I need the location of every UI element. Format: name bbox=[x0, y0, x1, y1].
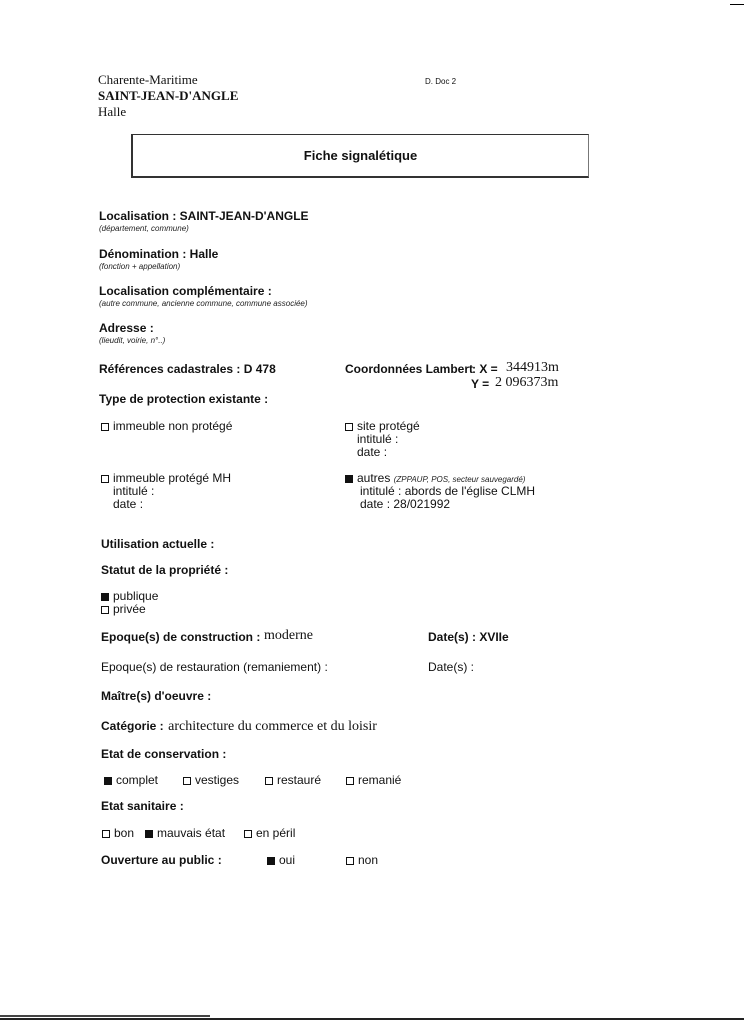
peril-text: en péril bbox=[256, 826, 296, 840]
utilisation-label: Utilisation actuelle : bbox=[101, 537, 215, 551]
mh-intitule: intitulé : bbox=[113, 484, 155, 498]
conservation-restaure bbox=[265, 773, 321, 787]
checkbox-privee[interactable] bbox=[101, 606, 109, 614]
ouverture-non bbox=[346, 853, 378, 867]
page-title: Fiche signalétique bbox=[303, 148, 418, 163]
lambert-y-value: 2 096373m bbox=[495, 375, 559, 390]
categorie-value: architecture du commerce et du loisir bbox=[168, 719, 377, 734]
mauvais-text: mauvais état bbox=[157, 826, 226, 840]
conservation-vestiges bbox=[183, 773, 239, 787]
bottom-rule bbox=[0, 1018, 744, 1020]
adresse-hint: (lieudit, voirie, n°..) bbox=[99, 336, 166, 345]
protection-non-protege bbox=[101, 419, 232, 433]
publique-text: publique bbox=[113, 589, 159, 603]
lambert-label: Coordonnées Lambert bbox=[345, 362, 474, 376]
mh-text: immeuble protégé MH bbox=[113, 471, 232, 485]
non-protege-text: immeuble non protégé bbox=[113, 419, 233, 433]
checkbox-publique[interactable] bbox=[101, 593, 109, 601]
ouverture-label: Ouverture au public : bbox=[101, 853, 222, 867]
epoque-construction-value: moderne bbox=[264, 628, 313, 643]
checkbox-peril[interactable] bbox=[244, 830, 252, 838]
denomination-hint: (fonction + appellation) bbox=[99, 262, 181, 271]
checkbox-non[interactable] bbox=[346, 857, 354, 865]
checkbox-mauvais[interactable] bbox=[145, 830, 153, 838]
vestiges-text: vestiges bbox=[195, 773, 240, 787]
checkbox-site-protege[interactable] bbox=[345, 423, 353, 431]
categorie-row bbox=[101, 717, 377, 735]
checkbox-vestiges[interactable] bbox=[183, 777, 191, 785]
protection-site bbox=[345, 419, 420, 433]
oui-text: oui bbox=[279, 853, 296, 867]
lambert-x-value: 344913m bbox=[506, 360, 559, 375]
localisation-hint: (département, commune) bbox=[99, 224, 189, 233]
sanitaire-bon bbox=[102, 826, 134, 840]
checkbox-complet[interactable] bbox=[104, 777, 112, 785]
conservation-label: Etat de conservation : bbox=[101, 747, 227, 761]
site-protege-text: site protégé bbox=[357, 419, 420, 433]
adresse-label: Adresse : bbox=[99, 321, 154, 335]
categorie-label: Catégorie : bbox=[101, 719, 164, 733]
object-heading: Halle bbox=[98, 104, 127, 119]
statut-privee bbox=[101, 602, 146, 616]
commune-heading: SAINT-JEAN-D'ANGLE bbox=[98, 88, 239, 103]
localisation-comp-label: Localisation complémentaire : bbox=[99, 284, 272, 298]
protection-mh bbox=[101, 471, 231, 485]
conservation-remanie bbox=[346, 773, 401, 787]
localisation-comp-hint: (autre commune, ancienne commune, commune associée) bbox=[99, 299, 308, 308]
conservation-complet bbox=[104, 773, 158, 787]
autres-hint: (ZPPAUP, POS, secteur sauvegardé) bbox=[393, 475, 526, 484]
epoque-construction-label: Epoque(s) de construction : bbox=[101, 630, 261, 644]
site-date: date : bbox=[357, 445, 388, 459]
title-box bbox=[131, 134, 589, 178]
doc-reference: D. Doc 2 bbox=[425, 77, 457, 86]
mh-date: date : bbox=[113, 497, 144, 511]
cadastre-label: Références cadastrales : D 478 bbox=[99, 362, 276, 376]
checkbox-restaure[interactable] bbox=[265, 777, 273, 785]
privee-text: privée bbox=[113, 602, 146, 616]
bon-text: bon bbox=[114, 826, 135, 840]
autres-date: date : 28/021992 bbox=[360, 497, 451, 511]
corner-mark bbox=[730, 4, 744, 5]
construction-dates: Date(s) : XVIIe bbox=[428, 630, 509, 644]
autres-text: autres bbox=[357, 471, 391, 485]
restauration-dates: Date(s) : bbox=[428, 660, 475, 674]
complet-text: complet bbox=[116, 773, 159, 787]
checkbox-oui[interactable] bbox=[267, 857, 275, 865]
scan-edge-line bbox=[0, 1015, 210, 1017]
ouverture-oui bbox=[267, 853, 295, 867]
sanitaire-mauvais bbox=[145, 826, 225, 840]
checkbox-bon[interactable] bbox=[102, 830, 110, 838]
checkbox-autres[interactable] bbox=[345, 475, 353, 483]
non-text: non bbox=[358, 853, 379, 867]
statut-label: Statut de la propriété : bbox=[101, 563, 229, 577]
site-intitule: intitulé : bbox=[357, 432, 399, 446]
checkbox-remanie[interactable] bbox=[346, 777, 354, 785]
sanitaire-label: Etat sanitaire : bbox=[101, 799, 184, 813]
lambert-x-label: : X = bbox=[472, 362, 498, 376]
autres-intitule: intitulé : abords de l'église CLMH bbox=[360, 484, 536, 498]
maitre-label: Maître(s) d'oeuvre : bbox=[101, 689, 212, 703]
lambert-y-label: Y = bbox=[471, 377, 490, 391]
denomination-label: Dénomination : Halle bbox=[99, 247, 219, 261]
statut-publique bbox=[101, 589, 158, 603]
epoque-restauration-label: Epoque(s) de restauration (remaniement) : bbox=[101, 660, 328, 674]
remanie-text: remanié bbox=[358, 773, 402, 787]
protection-label: Type de protection existante : bbox=[99, 392, 269, 406]
checkbox-mh[interactable] bbox=[101, 475, 109, 483]
restaure-text: restauré bbox=[277, 773, 322, 787]
checkbox-non-protege[interactable] bbox=[101, 423, 109, 431]
protection-autres bbox=[345, 471, 525, 485]
localisation-label: Localisation : SAINT-JEAN-D'ANGLE bbox=[99, 209, 309, 223]
department-heading: Charente-Maritime bbox=[98, 72, 198, 87]
sanitaire-peril bbox=[244, 826, 295, 840]
